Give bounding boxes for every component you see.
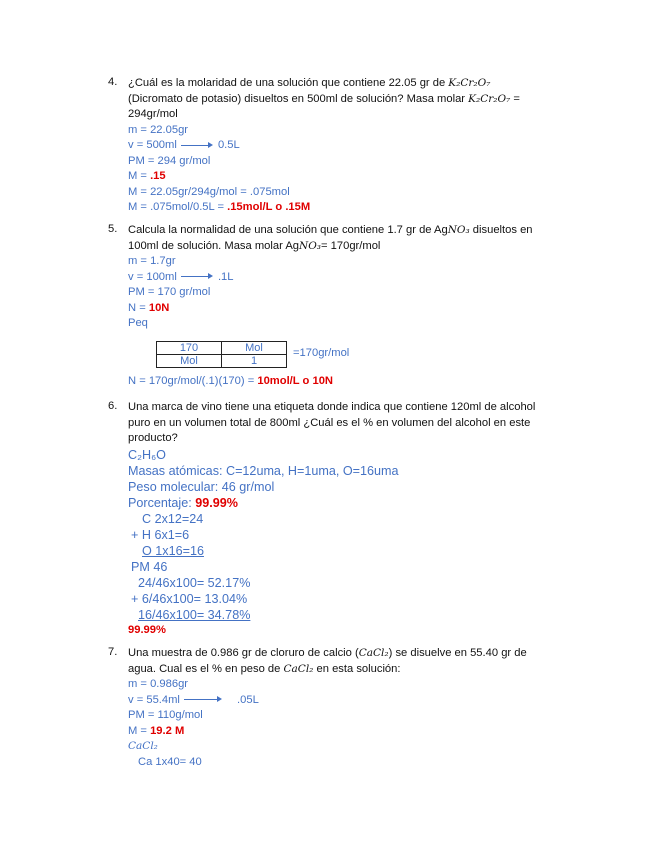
question-number: 7. (108, 646, 118, 658)
volume-right: .1L (217, 270, 234, 283)
text-segment: ) se disuelve en 55.40 gr de agua. Cual es el % en peso de (128, 647, 527, 675)
arrow-icon (181, 145, 211, 146)
peq-table-row (156, 341, 557, 368)
molarity-value: .15 (150, 170, 166, 182)
percentage-line (128, 495, 557, 511)
formula: CaCl₂ (283, 662, 314, 675)
text-segment: = 170gr/mol (321, 239, 381, 252)
percent-line: 24/46x100= 52.17% (138, 575, 251, 590)
normality-line (128, 301, 557, 317)
text-segment: Una muestra de 0.986 gr de cloruro de calcio ( (128, 647, 359, 659)
text-segment: (Dicromato de potasio) disueltos en 500ml de solución? Masa molar (128, 92, 469, 105)
volume-line (128, 693, 557, 709)
calcium-line: Ca 1x40= 40 (138, 755, 202, 768)
question-number: 6. (108, 400, 118, 412)
molarity-label: M = (128, 724, 151, 737)
question-4 (108, 76, 557, 216)
question-text (128, 76, 557, 123)
peq-label: Peq (128, 317, 148, 329)
total-line: 99.99% (128, 623, 166, 636)
question-number: 4. (108, 76, 118, 88)
table-row (157, 354, 287, 367)
volume-left: v = 500ml (128, 139, 177, 151)
question-text: Una marca de vino tiene una etiqueta donde indica que contiene 120ml de alcohol puro en un volumen total de 800ml ¿Cuál es el % en volumen del alcohol en este producto? (128, 401, 536, 444)
oxygen-text: O 1x16=16 (142, 543, 204, 558)
text-segment: = 294gr/mol (128, 92, 520, 120)
table-cell: Mol (157, 354, 222, 367)
volume-right: 0.5L (217, 139, 240, 151)
carbon-line: C 2x12=24 (142, 511, 204, 526)
arrow-icon (181, 276, 211, 277)
table-result: =170gr/mol (293, 347, 350, 360)
question-7 (108, 646, 557, 770)
final-result: 10mol/L o 10N (257, 374, 333, 387)
table-cell: Mol (222, 341, 287, 354)
answer-block (128, 123, 557, 216)
question-text (128, 223, 557, 254)
oxygen-line (128, 543, 557, 559)
arrow-icon (184, 699, 220, 700)
molarity-line (128, 169, 557, 185)
text-segment: disueltos en 100ml de solución. Masa molar Ag (128, 224, 533, 252)
question-text (128, 646, 557, 677)
percent-text: 16/46x100= 34.78% (138, 607, 251, 622)
calc-line (128, 200, 557, 216)
molarity-label: M = (128, 170, 151, 182)
final-text: N = 170gr/mol/(.1)(170) = (128, 374, 258, 387)
table-cell: 1 (222, 354, 287, 367)
normality-label: N = (128, 301, 149, 314)
final-line (128, 374, 557, 390)
volume-right: .05L (237, 693, 259, 706)
formula: K₂Cr₂O₇ (448, 77, 491, 89)
atomic-masses: Masas atómicas: C=12uma, H=1uma, O=16uma (128, 463, 399, 478)
volume-line (128, 138, 557, 154)
mass-line: m = 1.7gr (128, 255, 176, 267)
molarity-value: 19.2 M (150, 724, 185, 737)
table-row (157, 341, 287, 354)
text-segment: Calcula la normalidad de una solución que contiene 1.7 gr de Ag (128, 224, 448, 236)
volume-line (128, 270, 557, 286)
formula: C₂H₆O (128, 447, 166, 462)
formula: NO₃ (299, 239, 322, 252)
text-segment: ¿Cuál es la molaridad de una solución que contiene 22.05 gr de (128, 77, 449, 89)
pm-line: PM = 110g/mol (128, 709, 203, 721)
pm-line: PM = 294 gr/mol (128, 154, 211, 167)
volume-left: v = 55.4ml (128, 693, 180, 706)
calc-line: M = 22.05gr/294g/mol = .075mol (128, 185, 290, 198)
percentage-value: 99.99% (195, 495, 238, 510)
answer-block (128, 447, 557, 639)
volume-left: v = 100ml (128, 270, 177, 283)
molarity-line (128, 724, 557, 740)
pm-line: PM = 170 gr/mol (128, 286, 211, 298)
formula: CaCl₂ (358, 647, 389, 659)
mass-line: m = 0.986gr (128, 678, 189, 690)
percent-line (128, 607, 557, 623)
percent-line: + 6/46x100= 13.04% (131, 591, 248, 606)
formula: CaCl₂ (128, 740, 158, 752)
table-cell: 170 (157, 341, 222, 354)
calc-text: M = .075mol/0.5L = (128, 201, 228, 213)
question-number: 5. (108, 223, 118, 235)
answer-block (128, 677, 557, 770)
formula: K₂Cr₂O₇ (468, 92, 511, 105)
molecular-weight: Peso molecular: 46 gr/mol (128, 479, 275, 494)
text-segment: en esta solución: (313, 662, 401, 675)
normality-value: 10N (148, 301, 170, 314)
calc-result: .15mol/L o .15M (227, 201, 311, 213)
mass-line: m = 22.05gr (128, 123, 189, 136)
hydrogen-line: + H 6x1=6 (131, 527, 190, 542)
percentage-label: Porcentaje: (128, 495, 196, 510)
question-5 (108, 223, 557, 389)
peq-table (156, 341, 287, 368)
pm-line: PM 46 (131, 559, 168, 574)
formula: NO₃ (447, 224, 470, 236)
question-6 (108, 400, 557, 638)
answer-block (128, 254, 557, 389)
